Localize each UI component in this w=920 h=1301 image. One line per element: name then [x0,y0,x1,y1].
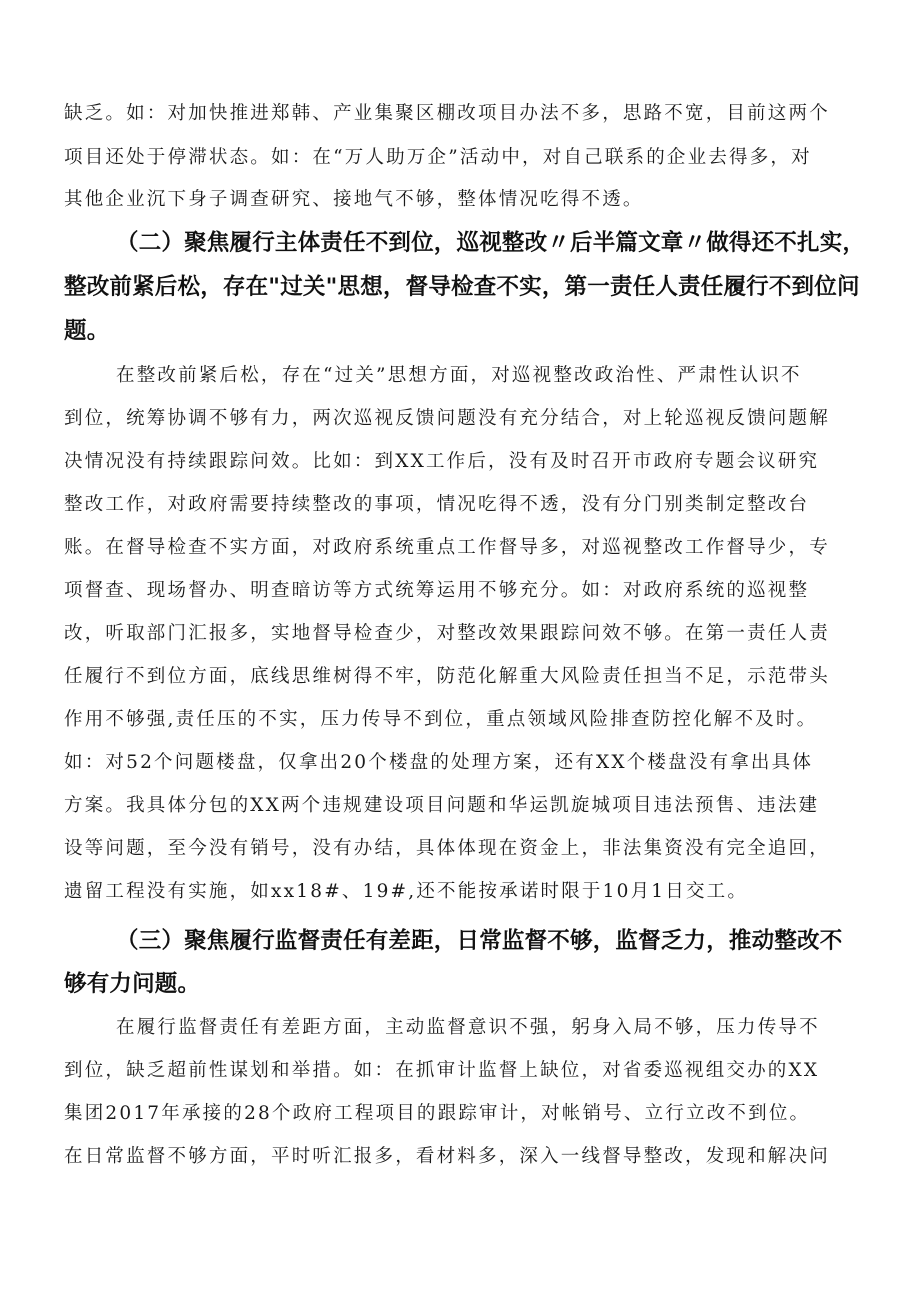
paragraph-3-line-4: 在日常监督不够方面，平时听汇报多，看材料多，深入一线督导整改，发现和解决问 [64,1146,830,1167]
paragraph-2-line-1: 在整改前紧后松，存在“过关”思想方面，对巡视整改政治性、严肃性认识不 [116,365,802,386]
section-heading-2-line-3: 题。 [64,318,110,344]
paragraph-intro-line-1: 缺乏。如：对加快推进郑韩、产业集聚区棚改项目办法不多，思路不宽，目前这两个 [64,103,830,124]
paragraph-intro-line-3: 其他企业沉下身子调查研究、接地气不够，整体情况吃得不透。 [64,189,644,210]
paragraph-2-line-2: 到位，统筹协调不够有力，两次巡视反馈问题没有充分结合，对上轮巡视反馈问题解 [64,408,830,429]
paragraph-intro-line-2: 项目还处于停滞状态。如：在“万人助万企”活动中，对自己联系的企业去得多，对 [64,147,812,168]
paragraph-2-line-8: 任履行不到位方面，底线思维树得不牢，防范化解重大风险责任担当不足，示范带头 [64,666,830,687]
paragraph-2-line-4: 整改工作，对政府需要持续整改的事项，情况吃得不透，没有分门别类制定整改台 [64,494,810,515]
section-heading-3-line-2: 够有力问题。 [64,971,201,997]
paragraph-3-line-3: 集团2017年承接的28个政府工程项目的跟踪审计，对帐销号、立行立改不到位。 [64,1103,811,1124]
section-heading-2-line-2: 整改前紧后松，存在"过关"思想，督导检查不实，第一责任人责任履行不到位问 [64,274,860,300]
paragraph-2-line-13: 遗留工程没有实施，如xx18#、19#,还不能按承诺时限于10月1日交工。 [64,881,749,902]
paragraph-2-line-11: 方案。我具体分包的XX两个违规建设项目问题和华运凯旋城项目违法预售、违法建 [64,795,820,816]
paragraph-2-line-9: 作用不够强,责任压的不实，压力传导不到位，重点领域风险排查防控化解不及时。 [64,709,818,730]
paragraph-2-line-12: 设等问题，至今没有销号，没有办结，具体体现在资金上，非法集资没有完全追回， [64,838,830,859]
paragraph-2-line-5: 账。在督导检查不实方面，对政府系统重点工作督导多，对巡视整改工作督导少，专 [64,537,830,558]
paragraph-2-line-7: 改，听取部门汇报多，实地督导检查少，对整改效果跟踪问效不够。在第一责任人责 [64,623,830,644]
section-heading-3-line-1: （三）聚焦履行监督责任有差距，日常监督不够，监督乏力，推动整改不 [116,928,843,954]
paragraph-2-line-6: 项督查、现场督办、明查暗访等方式统筹运用不够充分。如：对政府系统的巡视整 [64,580,810,601]
paragraph-3-line-2: 到位，缺乏超前性谋划和举措。如：在抓审计监督上缺位，对省委巡视组交办的XX [64,1060,820,1081]
paragraph-3-line-1: 在履行监督责任有差距方面，主动监督意识不强，躬身入局不够，压力传导不 [116,1017,820,1038]
section-heading-2-line-1: （二）聚焦履行主体责任不到位，巡视整改〃后半篇文章〃做得还不扎实， [116,230,866,256]
paragraph-2-line-3: 决情况没有持续跟踪问效。比如：到XX工作后，没有及时召开市政府专题会议研究 [64,451,820,472]
paragraph-2-line-10: 如：对52个问题楼盘，仅拿出20个楼盘的处理方案，还有XX个楼盘没有拿出具体 [64,752,814,773]
